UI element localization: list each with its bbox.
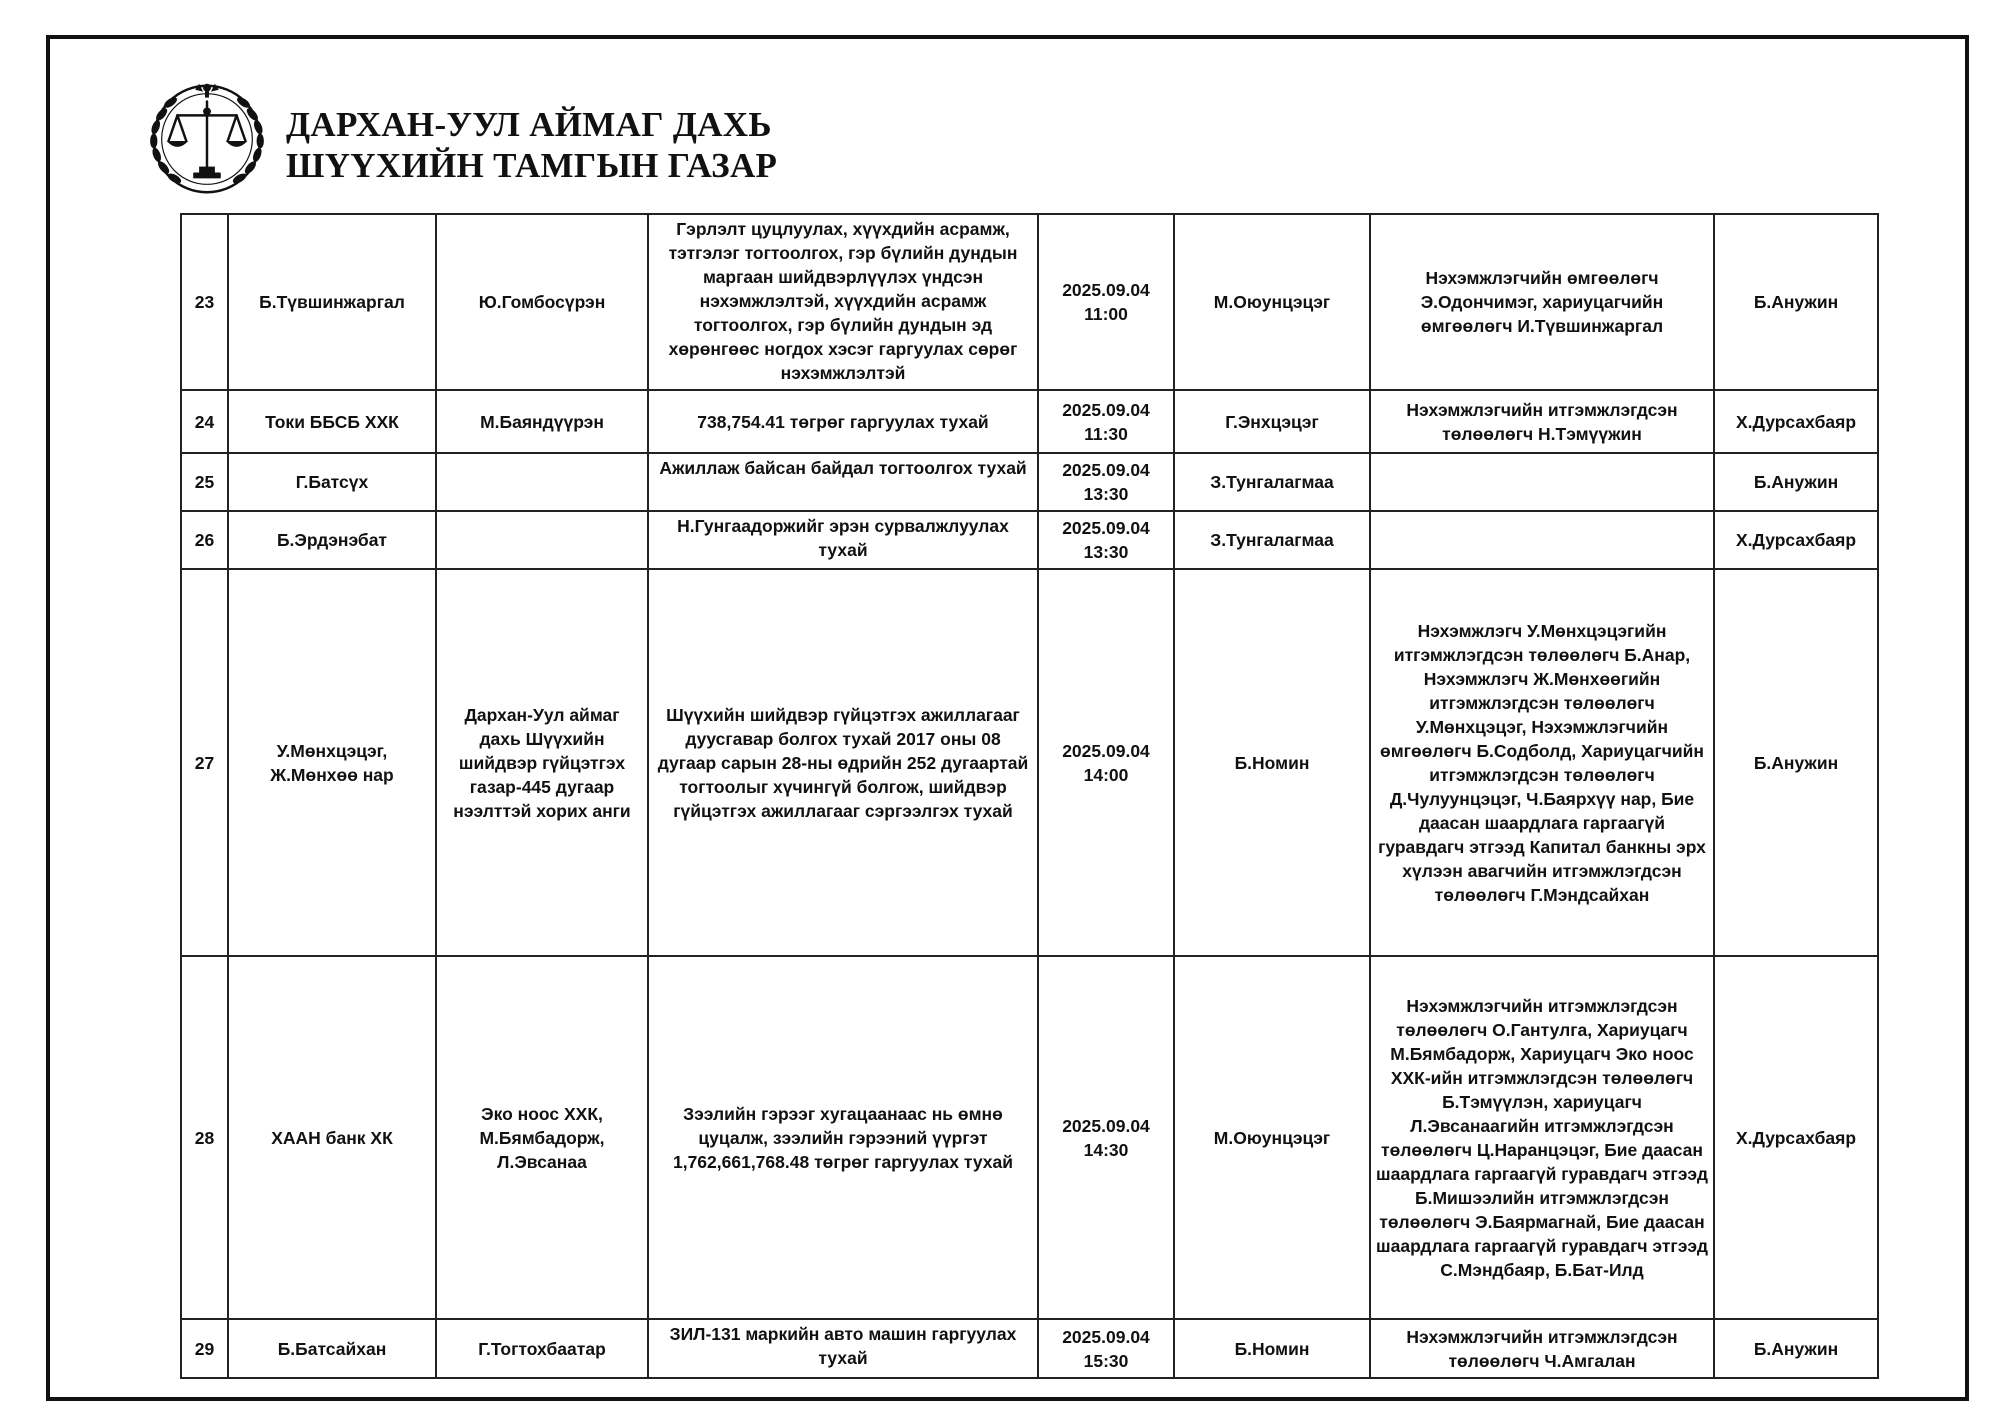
cell-claim: ЗИЛ-131 маркийн авто машин гаргуулах тухай	[648, 1319, 1038, 1378]
cell-datetime	[1038, 956, 1174, 1319]
hearing-date: 2025.09.04	[1062, 399, 1150, 420]
cell-participants	[1370, 511, 1714, 569]
cell-judge: Б.Номин	[1174, 569, 1370, 956]
hearing-time: 13:30	[1083, 542, 1129, 562]
hearing-date: 2025.09.04	[1062, 1115, 1150, 1136]
cell-plaintiff: Б.Батсайхан	[228, 1319, 436, 1378]
cell-judge: М.Оюунцэцэг	[1174, 214, 1370, 390]
table-row	[181, 453, 1878, 511]
cell-claim: Зээлийн гэрээг хугацаанаас нь өмнө цуцалж, зээлийн гэрээний үүргэт 1,762,661,768.48 төгрөг гаргуулах тухай	[648, 956, 1038, 1319]
cell-secretary: Б.Анужин	[1714, 569, 1878, 956]
hearing-date: 2025.09.04	[1062, 460, 1150, 480]
organization-title-line1: ДАРХАН-УУЛ АЙМАГ ДАХЬ	[286, 105, 772, 144]
table-row	[181, 390, 1878, 453]
cell-number: 23	[181, 214, 228, 390]
hearing-time: 14:00	[1083, 764, 1129, 785]
cell-claim: Шүүхийн шийдвэр гүйцэтгэх ажиллагааг дуусгавар болгох тухай 2017 оны 08 дугаар сарын 28-ны өдрийн 252 дугаартай тогтоолыг хүчингүй болгож, шийдвэр гүйцэтгэх ажиллагааг сэргээлгэх тухай	[648, 569, 1038, 956]
hearing-time: 11:00	[1084, 304, 1128, 324]
cell-number: 25	[181, 453, 228, 511]
cell-participants	[1370, 453, 1714, 511]
cell-number: 29	[181, 1319, 228, 1378]
hearing-date: 2025.09.04	[1062, 280, 1150, 300]
cell-datetime	[1038, 511, 1174, 569]
hearing-date: 2025.09.04	[1062, 740, 1150, 761]
cell-participants: Нэхэмжлэгч У.Мөнхцэцэгийн итгэмжлэгдсэн төлөөлөгч Б.Анар, Нэхэмжлэгч Ж.Мөнхөөгийн итгэмжлэгдсэн төлөөлөгч У.Мөнхцэцэг, Нэхэмжлэгчийн өмгөөлөгч Б.Содболд, Хариуцагчийн итгэмжлэгдсэн төлөөлөгч Д.Чулуунцэцэг, Ч.Баярхүү нар, Бие даасан шаардлага гаргаагүй гуравдагч этгээд Капитал банкны эрх хүлээн авагчийн итгэмжлэгдсэн төлөөлөгч Г.Мэндсайхан	[1370, 569, 1714, 956]
cell-defendant	[436, 511, 648, 569]
table-row	[181, 569, 1878, 956]
cell-judge: З.Тунгалагмаа	[1174, 453, 1370, 511]
cell-participants: Нэхэмжлэгчийн өмгөөлөгч Э.Одончимэг, хариуцагчийн өмгөөлөгч И.Түвшинжаргал	[1370, 214, 1714, 390]
cell-plaintiff: У.Мөнхцэцэг, Ж.Мөнхөө нар	[228, 569, 436, 956]
hearing-time: 14:30	[1083, 1139, 1129, 1160]
hearing-time: 15:30	[1083, 1350, 1129, 1371]
cell-secretary: Б.Анужин	[1714, 1319, 1878, 1378]
cell-participants: Нэхэмжлэгчийн итгэмжлэгдсэн төлөөлөгч О.Гантулга, Хариуцагч М.Бямбадорж, Хариуцагч Эко ноос ХХК-ийн итгэмжлэгдсэн төлөөлөгч Б.Тэмүүлэн, хариуцагч Л.Эвсанаагийн итгэмжлэгдсэн төлөөлөгч Ц.Наранцэцэг, Бие даасан шаардлага гаргаагүй гуравдагч этгээд Б.Мишээлийн итгэмжлэгдсэн төлөөлөгч Э.Баярмагнай, Бие даасан шаардлага гаргаагүй гуравдагч этгээд С.Мэндбаяр, Б.Бат-Илд	[1370, 956, 1714, 1319]
cell-secretary: Б.Анужин	[1714, 214, 1878, 390]
cell-number: 27	[181, 569, 228, 956]
cell-secretary: Х.Дурсахбаяр	[1714, 956, 1878, 1319]
cell-datetime	[1038, 569, 1174, 956]
cell-datetime	[1038, 214, 1174, 390]
hearing-time: 11:30	[1084, 423, 1128, 444]
cell-defendant: Г.Тогтохбаатар	[436, 1319, 648, 1378]
cell-plaintiff: Б.Эрдэнэбат	[228, 511, 436, 569]
cell-plaintiff: Б.Түвшинжаргал	[228, 214, 436, 390]
table-row	[181, 214, 1878, 390]
cell-claim: Н.Гунгаадоржийг эрэн сурвалжлуулах тухай	[648, 511, 1038, 569]
hearing-date: 2025.09.04	[1062, 1326, 1150, 1347]
organization-title	[286, 104, 777, 186]
cell-defendant: Эко ноос ХХК, М.Бямбадорж, Л.Эвсанаа	[436, 956, 648, 1319]
cell-defendant: М.Баяндүүрэн	[436, 390, 648, 453]
court-scales-emblem-icon	[138, 70, 276, 208]
organization-title-line2: ШҮҮХИЙН ТАМГЫН ГАЗАР	[286, 146, 778, 185]
cell-number: 26	[181, 511, 228, 569]
hearing-schedule-table-wrapper	[180, 213, 1877, 1379]
cell-secretary: Х.Дурсахбаяр	[1714, 511, 1878, 569]
cell-datetime	[1038, 390, 1174, 453]
table-row	[181, 511, 1878, 569]
table-row	[181, 1319, 1878, 1378]
cell-datetime	[1038, 1319, 1174, 1378]
hearing-date: 2025.09.04	[1062, 518, 1150, 538]
cell-claim: Ажиллаж байсан байдал тогтоолгох тухай	[648, 453, 1038, 511]
cell-judge: Г.Энхцэцэг	[1174, 390, 1370, 453]
cell-plaintiff: ХААН банк ХК	[228, 956, 436, 1319]
cell-datetime	[1038, 453, 1174, 511]
cell-number: 24	[181, 390, 228, 453]
cell-defendant	[436, 453, 648, 511]
cell-judge: Б.Номин	[1174, 1319, 1370, 1378]
cell-defendant: Дархан-Уул аймаг дахь Шүүхийн шийдвэр гүйцэтгэх газар-445 дугаар нээлттэй хорих анги	[436, 569, 648, 956]
cell-plaintiff: Г.Батсүх	[228, 453, 436, 511]
cell-plaintiff: Токи ББСБ ХХК	[228, 390, 436, 453]
cell-judge: З.Тунгалагмаа	[1174, 511, 1370, 569]
cell-participants: Нэхэмжлэгчийн итгэмжлэгдсэн төлөөлөгч Ч.Амгалан	[1370, 1319, 1714, 1378]
hearing-schedule-table	[180, 213, 1879, 1379]
cell-claim: 738,754.41 төгрөг гаргуулах тухай	[648, 390, 1038, 453]
cell-secretary: Х.Дурсахбаяр	[1714, 390, 1878, 453]
cell-claim: Гэрлэлт цуцлуулах, хүүхдийн асрамж, тэтгэлэг тогтоолгох, гэр бүлийн дундын маргаан шийдвэрлүүлэх үндсэн нэхэмжлэлтэй, хүүхдийн асрамж тогтоолгох, гэр бүлийн дундын эд хөрөнгөөс ногдох хэсэг гаргуулах сөрөг нэхэмжлэлтэй	[648, 214, 1038, 390]
table-row	[181, 956, 1878, 1319]
cell-number: 28	[181, 956, 228, 1319]
cell-secretary: Б.Анужин	[1714, 453, 1878, 511]
cell-defendant: Ю.Гомбосүрэн	[436, 214, 648, 390]
cell-participants: Нэхэмжлэгчийн итгэмжлэгдсэн төлөөлөгч Н.Тэмүүжин	[1370, 390, 1714, 453]
cell-judge: М.Оюунцэцэг	[1174, 956, 1370, 1319]
hearing-time: 13:30	[1083, 484, 1129, 504]
